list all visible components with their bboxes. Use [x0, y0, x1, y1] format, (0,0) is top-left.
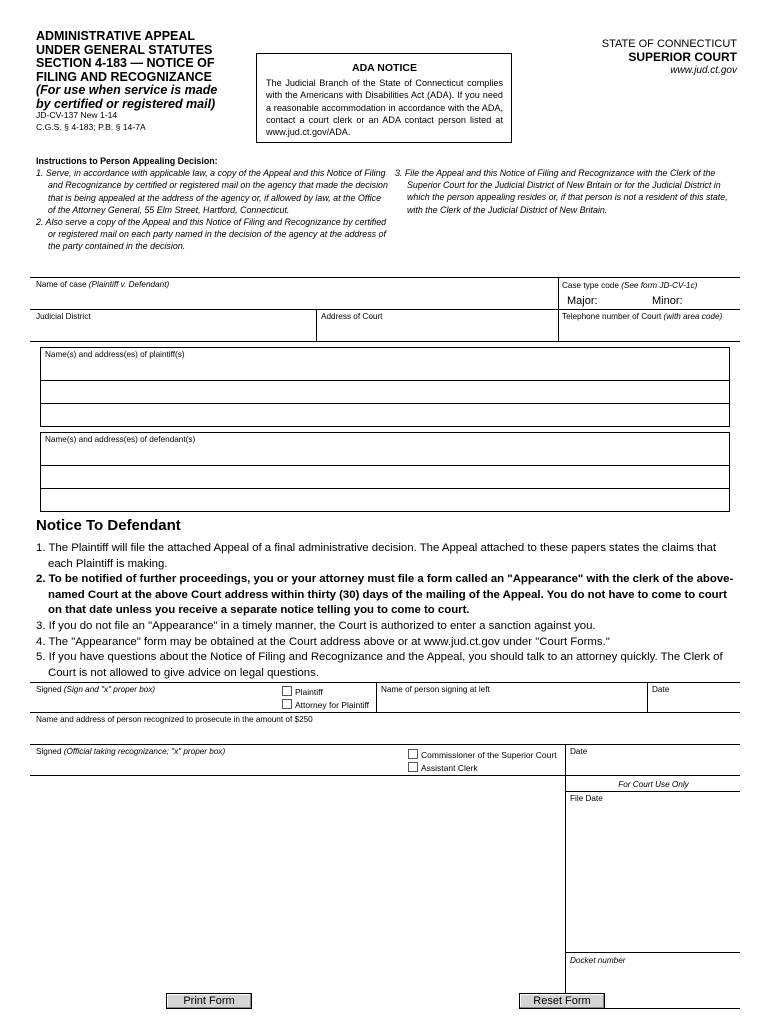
divider [30, 277, 740, 278]
attorney-checkbox[interactable] [282, 699, 292, 709]
instruction-item: 2. Also serve a copy of the Appeal and this Notice of Filing and Recognizance by certified or registered mail on each party named in the decision of the agency at the address of the party contained in the decision. [36, 217, 387, 252]
statutes: C.G.S. § 4-183; P.B. § 14-7A [36, 121, 146, 132]
defendants-label: Name(s) and address(es) of defendant(s) [45, 435, 196, 444]
form-number: JD-CV-137 New 1-14 [36, 110, 118, 120]
name-of-case-label: Name of case (Plaintiff v. Defendant) [36, 280, 170, 289]
court-header [602, 38, 737, 77]
form-number-block [36, 110, 146, 133]
plaintiff-field[interactable] [41, 404, 729, 426]
title-line: SECTION 4-183 — NOTICE OF [36, 56, 215, 70]
plaintiff-checkbox-row[interactable] [282, 686, 323, 699]
plaintiffs-label: Name(s) and address(es) of plaintiff(s) [45, 350, 185, 359]
address-of-court-label: Address of Court [321, 312, 383, 321]
court-use-title: For Court Use Only [618, 780, 689, 789]
plaintiff-field[interactable] [41, 381, 729, 402]
recognized-label: Name and address of person recognized to prosecute in the amount of $250 [36, 715, 313, 724]
ada-title: ADA NOTICE [352, 62, 417, 74]
notice-heading: Notice To Defendant [36, 517, 181, 534]
title-line: UNDER GENERAL STATUTES [36, 42, 213, 57]
date-field[interactable] [649, 696, 738, 711]
notice-item: 2. To be notified of further proceedings, you or your attorney must file a form called an "Appearance" with the clerk of the above-named Court at the above Court address within thirty (30) days of the mailing of the Appeal. You do not have to come to court on that date unless you receive a separate notice telling you to come to court. [36, 573, 734, 617]
signed-label: Signed (Sign and "x" proper box) [36, 685, 156, 694]
notice-item: 1. The Plaintiff will file the attached Appeal of a final administrative decision. The Appeal attached to these papers states the claims that each Plaintiff is making. [36, 542, 717, 570]
state-name: STATE OF CONNECTICUT [601, 38, 737, 50]
date2-field[interactable] [567, 758, 738, 773]
defendant-field[interactable] [41, 446, 729, 465]
instructions-right [395, 167, 735, 216]
date-label: Date [652, 685, 670, 694]
divider [565, 744, 566, 1008]
commissioner-checkbox[interactable] [408, 749, 418, 759]
notice-list [36, 541, 736, 681]
form-title [36, 30, 266, 111]
minor-field[interactable] [688, 294, 736, 307]
defendant-field[interactable] [41, 466, 729, 487]
notice-item: 4. The "Appearance" form may be obtained at the Court address above or at www.jud.ct.gov under "Court Forms." [36, 635, 610, 648]
assistant-clerk-label: Assistant Clerk [421, 763, 478, 773]
signature-field[interactable] [32, 696, 277, 711]
plaintiff-checkbox[interactable] [282, 686, 292, 696]
attorney-checkbox-row[interactable] [282, 699, 369, 712]
official-signature-field[interactable] [32, 758, 402, 773]
divider [30, 309, 740, 310]
name-signing-field[interactable] [378, 696, 645, 711]
minor-label: Minor: [652, 295, 683, 307]
notice-item: 5. If you have questions about the Notice of Filing and Recognizance and the Appeal, you should talk to an attorney quickly. The Clerk of Court is not allowed to give advice on legal questions. [36, 651, 723, 679]
divider [30, 682, 740, 683]
instruction-item: 1. Serve, in accordance with applicable law, a copy of the Appeal and this Notice of Filing and Recognizance by certified or registered mail on the agency that made the decision that is being appealed at the address of the agency or, if allowed by law, at the Office of the Attorney General, 55 Elm Street, Hartford, Connecticut. [36, 168, 388, 215]
docket-number-label: Docket number [570, 956, 626, 965]
attorney-label: Attorney for Plaintiff [295, 700, 370, 710]
recognized-field[interactable] [32, 726, 738, 742]
name-of-case-field[interactable] [32, 291, 554, 307]
title-line: ADMINISTRATIVE APPEAL [36, 29, 196, 43]
judicial-district-field[interactable] [32, 323, 314, 339]
divider [316, 309, 317, 341]
telephone-field[interactable] [560, 323, 738, 339]
signed-official-label: Signed (Official taking recognizance; "x" proper box) [36, 747, 226, 756]
divider [565, 952, 740, 953]
divider [30, 744, 740, 745]
defendant-field[interactable] [41, 489, 729, 511]
divider [30, 712, 740, 713]
ada-text: The Judicial Branch of the State of Connecticut complies with the Americans with Disabilities Act (ADA). If you need a reasonable accommodation in accordance with the ADA, contact a court clerk or an ADA contact person listed at www.jud.ct.gov/ADA. [266, 78, 503, 138]
ada-notice-box [256, 53, 512, 143]
court-name: SUPERIOR COURT [628, 50, 737, 64]
divider [30, 775, 740, 776]
telephone-label: Telephone number of Court (with area code) [562, 312, 723, 321]
title-service-note: (For use when service is made [36, 83, 218, 97]
instruction-item: 3. File the Appeal and this Notice of Filing and Recognizance with the Clerk of the Superior Court for the Judicial District of New Britain or for the Judicial District in which the person appealing resides or, if that person is not a resident of this state, with the Clerk of the Judicial District of New Britain. [395, 168, 728, 215]
notice-item: 3. If you do not file an "Appearance" in a timely manner, the Court is authorized to enter a sanction against you. [36, 619, 596, 632]
commissioner-label: Commissioner of the Superior Court [421, 750, 557, 760]
print-form-button[interactable]: Print Form [166, 993, 252, 1009]
instructions-heading: Instructions to Person Appealing Decision: [36, 156, 218, 166]
title-line: FILING AND RECOGNIZANCE [36, 69, 212, 84]
major-label: Major: [567, 295, 598, 307]
name-signing-label: Name of person signing at left [381, 685, 490, 694]
address-of-court-field[interactable] [318, 323, 556, 339]
divider [376, 682, 377, 712]
court-website: www.jud.ct.gov [670, 65, 737, 76]
instructions-left [36, 155, 388, 253]
plaintiff-label: Plaintiff [295, 687, 323, 697]
commissioner-checkbox-row[interactable] [408, 749, 557, 762]
divider [647, 682, 648, 712]
case-type-code-label: Case type code (See form JD-CV-1c) [562, 281, 698, 290]
divider [30, 341, 740, 342]
reset-form-button[interactable]: Reset Form [519, 993, 605, 1009]
date2-label: Date [570, 747, 588, 756]
major-field[interactable] [603, 294, 647, 307]
judicial-district-label: Judicial District [36, 312, 91, 321]
assistant-clerk-checkbox[interactable] [408, 762, 418, 772]
file-date-label: File Date [570, 794, 603, 803]
title-service-note: by certified or registered mail) [36, 96, 216, 111]
divider [565, 791, 740, 792]
assistant-clerk-checkbox-row[interactable] [408, 762, 478, 775]
plaintiff-field[interactable] [41, 361, 729, 380]
